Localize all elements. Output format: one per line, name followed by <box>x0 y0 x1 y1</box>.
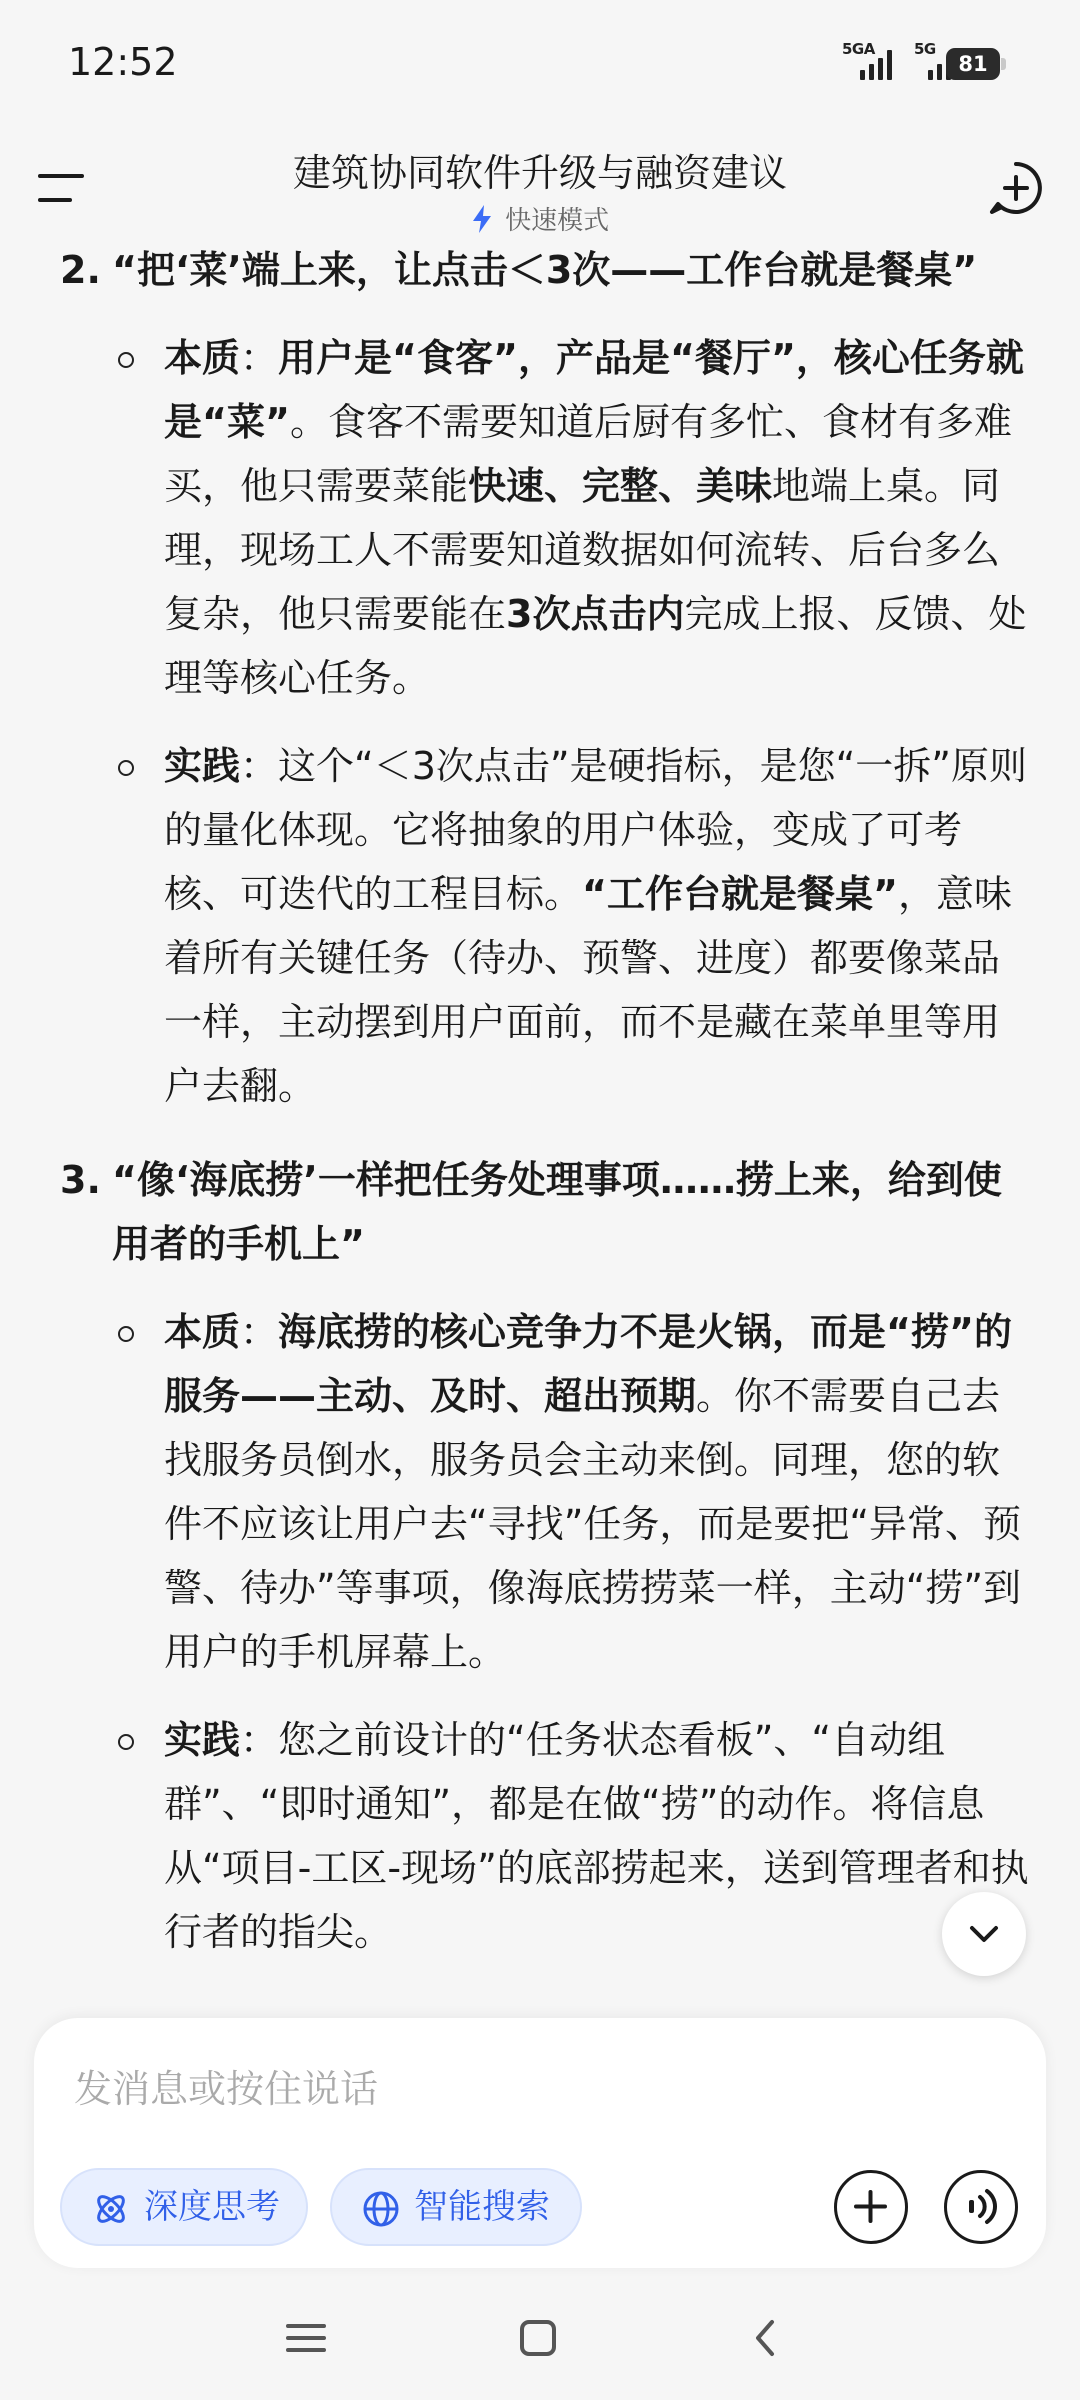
list-heading: “像‘海底捞’一样把任务处理事项……捞上来，给到使用者的手机上” <box>112 1158 1002 1266</box>
bullet-label: 本质 <box>164 336 241 380</box>
message-input[interactable]: 发消息或按住说话 <box>74 2067 379 2111</box>
battery-level: 81 <box>946 48 1000 80</box>
bolt-icon <box>471 206 501 236</box>
atom-icon <box>92 2190 130 2228</box>
smart-search-button[interactable] <box>330 2168 582 2246</box>
nav-menu-icon <box>276 2308 336 2368</box>
mode-selector[interactable] <box>0 200 1080 237</box>
list-number: 2. <box>60 248 101 292</box>
mode-label: 快速模式 <box>505 206 610 236</box>
bullet-label: 本质 <box>164 1310 241 1354</box>
plus-icon <box>837 2173 904 2240</box>
chevron-down-icon <box>966 1918 1002 1950</box>
bullet-label: 实践 <box>164 1718 241 1762</box>
composer <box>34 2018 1046 2268</box>
add-attachment-button[interactable] <box>834 2170 908 2244</box>
bullet-essence: 本质：海底捞的核心竞争力不是火锅，而是“捞”的服务——主动、及时、超出预期。你不需要自己去找服务员倒水，服务员会主动来倒。同理，您的软件不应该让用户去“寻找”任务，而是要把“异常、预警、待办”等事项，像海底捞捞菜一样，主动“捞”到用户的手机屏幕上。 <box>0 1300 1080 1684</box>
deep-think-button[interactable] <box>60 2168 308 2246</box>
list-heading: “把‘菜’端上来，让点击＜3次——工作台就是餐桌” <box>112 248 978 292</box>
voice-icon <box>947 2173 1014 2240</box>
bullet-practice: 实践：您之前设计的“任务状态看板”、“自动组群”、“即时通知”，都是在做“捞”的动作。将信息从“项目-工区-现场”的底部捞起来，送到管理者和执行者的指尖。 <box>0 1708 1080 1964</box>
bullet-label: 实践 <box>164 744 241 788</box>
nav-home-button[interactable] <box>508 2308 568 2368</box>
list-item-2-heading <box>0 240 1080 302</box>
nav-back-icon <box>736 2308 796 2368</box>
signal-5ga-icon <box>842 40 898 80</box>
nav-menu-button[interactable] <box>276 2308 336 2368</box>
signal-5ga-label: 5GA <box>842 40 875 58</box>
voice-call-button[interactable] <box>944 2170 1018 2244</box>
nav-back-button[interactable] <box>736 2308 796 2368</box>
page-title: 建筑协同软件升级与融资建议 <box>292 151 787 195</box>
deep-think-label: 深度思考 <box>144 2187 280 2227</box>
plus-circle-icon <box>988 160 1044 216</box>
nav-home-icon <box>508 2308 568 2368</box>
new-chat-button[interactable] <box>988 160 1044 216</box>
system-nav-bar <box>0 2280 1080 2400</box>
signal-5g-label: 5G <box>914 40 936 58</box>
bullet-practice: 实践：这个“＜3次点击”是硬指标，是您“一拆”原则的量化体现。它将抽象的用户体验，变成了可考核、可迭代的工程目标。“工作台就是餐桌”，意味着所有关键任务（待办、预警、进度）都要像菜品一样，主动摆到用户面前，而不是藏在菜单里等用户去翻。 <box>0 734 1080 1118</box>
list-item-3-heading <box>0 1148 1080 1276</box>
list-number: 3. <box>60 1158 101 1202</box>
smart-search-label: 智能搜索 <box>414 2187 550 2227</box>
scroll-down-button[interactable] <box>942 1892 1026 1976</box>
bullet-essence: 本质：用户是“食客”，产品是“餐厅”，核心任务就是“菜”。食客不需要知道后厨有多忙、食材有多难买，他只需要菜能快速、完整、美味地端上桌。同理，现场工人不需要知道数据如何流转、后台多么复杂，他只需要能在3次点击内完成上报、反馈、处理等核心任务。 <box>0 326 1080 710</box>
chat-header <box>0 130 1080 240</box>
globe-icon <box>362 2190 400 2228</box>
status-bar <box>0 0 1080 130</box>
status-time: 12:52 <box>68 40 178 84</box>
battery-icon <box>946 48 1006 80</box>
message-content <box>0 240 1080 2020</box>
